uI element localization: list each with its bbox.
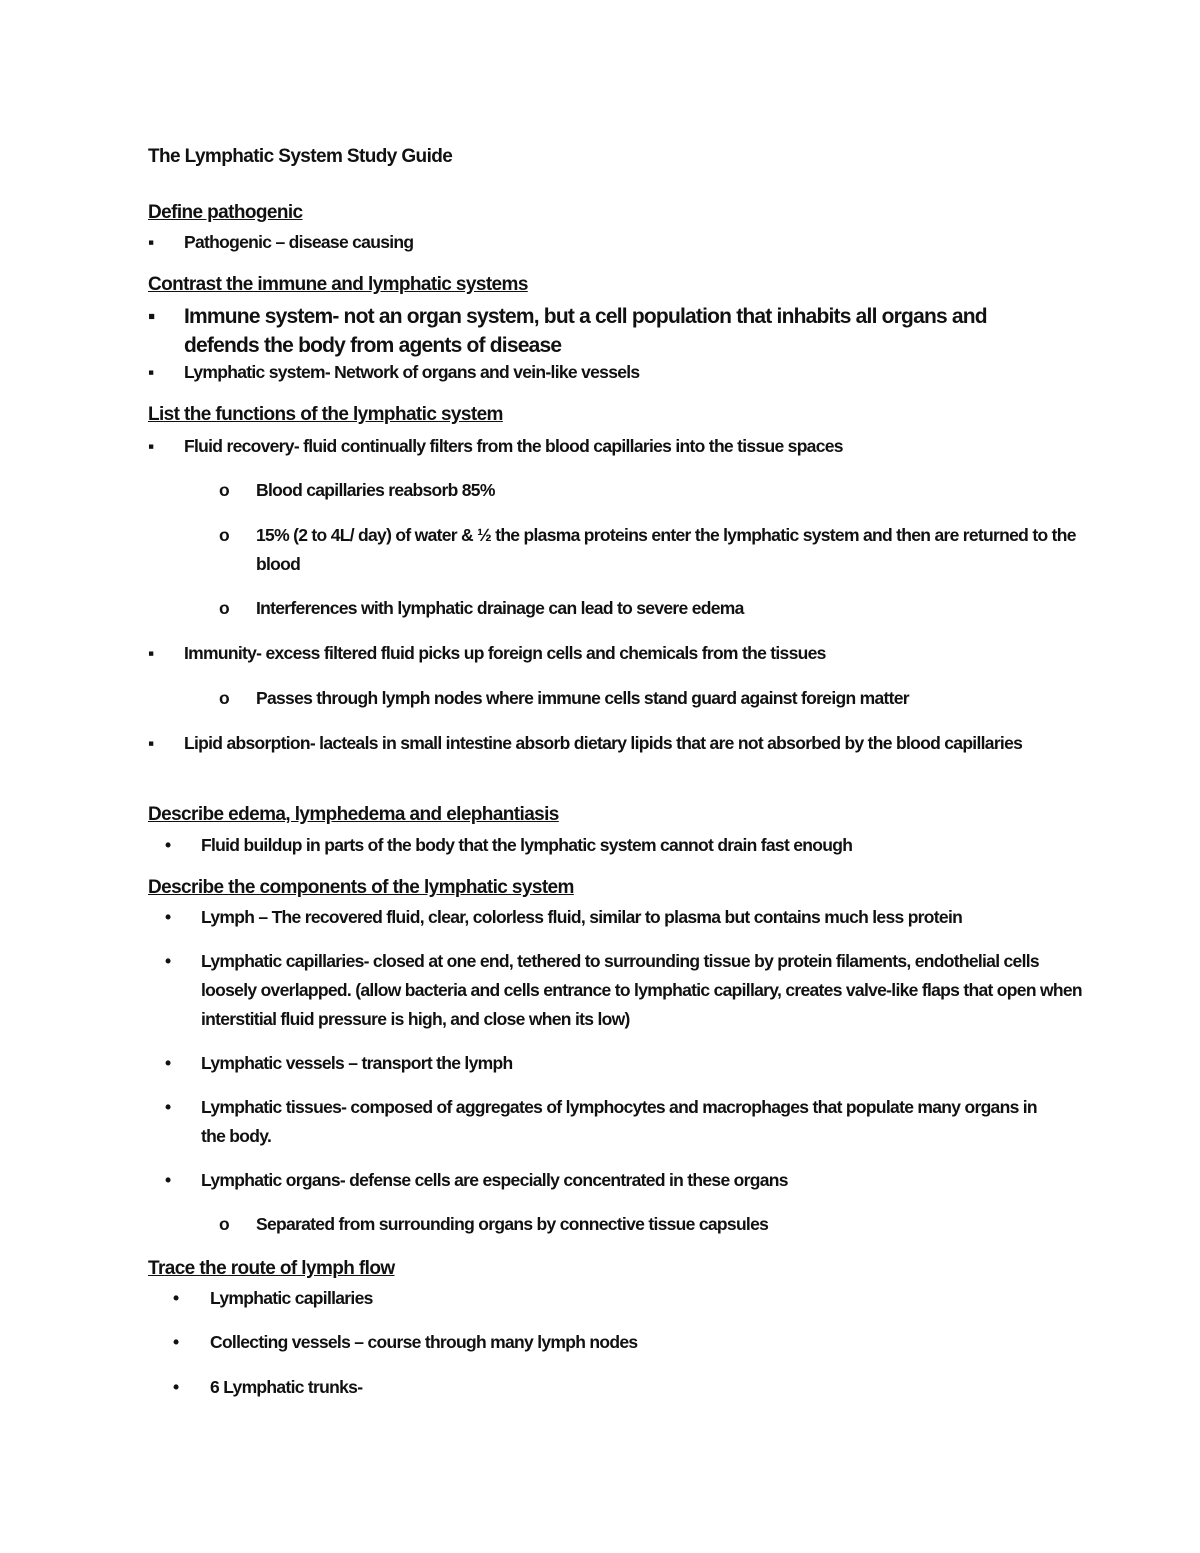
- circle-bullet-icon: o: [219, 598, 229, 618]
- circle-bullet-icon: o: [219, 688, 229, 708]
- dot-bullet-icon: •: [173, 1377, 179, 1397]
- list-item: • Fluid buildup in parts of the body that the lymphatic system cannot drain fast enough: [165, 831, 1065, 860]
- list-item: • Lymph – The recovered fluid, clear, colorless fluid, similar to plasma but contains much less protein: [165, 903, 1085, 932]
- heading-edema: Describe edema, lymphedema and elephantiasis: [148, 804, 559, 825]
- list-item: • Lymphatic vessels – transport the lymph: [165, 1049, 1085, 1078]
- dot-bullet-icon: •: [165, 1170, 171, 1190]
- dot-bullet-icon: •: [165, 951, 171, 971]
- list-item: • 6 Lymphatic trunks-: [173, 1373, 1073, 1402]
- square-bullet-icon: ▪: [148, 436, 154, 456]
- dot-bullet-icon: •: [173, 1288, 179, 1308]
- heading-components: Describe the components of the lymphatic system: [148, 877, 574, 898]
- list-item: • Lymphatic tissues- composed of aggregates of lymphocytes and macrophages that populate many organs in the body.: [165, 1093, 1065, 1151]
- list-item: ▪ Fluid recovery- fluid continually filters from the blood capillaries into the tissue spaces: [148, 432, 1068, 461]
- sub-list-item: o Blood capillaries reabsorb 85%: [219, 476, 1079, 505]
- sub-list-item: o Separated from surrounding organs by connective tissue capsules: [219, 1210, 1079, 1239]
- list-item: ▪ Lymphatic system- Network of organs and vein-like vessels: [148, 358, 1068, 387]
- heading-lymph-flow: Trace the route of lymph flow: [148, 1258, 395, 1279]
- dot-bullet-icon: •: [173, 1332, 179, 1352]
- list-item: • Lymphatic organs- defense cells are especially concentrated in these organs: [165, 1166, 1085, 1195]
- heading-functions: List the functions of the lymphatic system: [148, 404, 503, 425]
- sub-list-item: o Passes through lymph nodes where immune cells stand guard against foreign matter: [219, 684, 1079, 713]
- square-bullet-icon: ▪: [148, 643, 154, 663]
- dot-bullet-icon: •: [165, 835, 171, 855]
- circle-bullet-icon: o: [219, 480, 229, 500]
- list-item: • Lymphatic capillaries- closed at one end, tethered to surrounding tissue by protein filaments, endothelial cells loosely overlapped. (allow bacteria and cells entrance to lymphatic capillary, creates valve-like flaps that open when interstitial fluid pressure is high, and close when its low): [165, 947, 1085, 1034]
- list-item: ▪ Immune system- not an organ system, but a cell population that inhabits all organs and defends the body from agents of disease: [148, 302, 1048, 360]
- heading-contrast-systems: Contrast the immune and lymphatic systems: [148, 274, 528, 295]
- dot-bullet-icon: •: [165, 907, 171, 927]
- square-bullet-icon: ▪: [148, 305, 155, 328]
- list-item: • Collecting vessels – course through many lymph nodes: [173, 1328, 1073, 1357]
- dot-bullet-icon: •: [165, 1097, 171, 1117]
- list-item: • Lymphatic capillaries: [173, 1284, 1073, 1313]
- list-item: ▪ Pathogenic – disease causing: [148, 228, 1068, 257]
- sub-list-item: o 15% (2 to 4L/ day) of water & ½ the plasma proteins enter the lymphatic system and then are returned to the blood: [219, 521, 1079, 579]
- square-bullet-icon: ▪: [148, 232, 154, 252]
- page-title: The Lymphatic System Study Guide: [148, 146, 453, 167]
- heading-define-pathogenic: Define pathogenic: [148, 202, 303, 223]
- circle-bullet-icon: o: [219, 525, 229, 545]
- square-bullet-icon: ▪: [148, 362, 154, 382]
- circle-bullet-icon: o: [219, 1214, 229, 1234]
- list-item: ▪ Immunity- excess filtered fluid picks up foreign cells and chemicals from the tissues: [148, 639, 1068, 668]
- list-item: ▪ Lipid absorption- lacteals in small intestine absorb dietary lipids that are not absorbed by the blood capillaries: [148, 729, 1068, 758]
- square-bullet-icon: ▪: [148, 733, 154, 753]
- sub-list-item: o Interferences with lymphatic drainage can lead to severe edema: [219, 594, 1079, 623]
- dot-bullet-icon: •: [165, 1053, 171, 1073]
